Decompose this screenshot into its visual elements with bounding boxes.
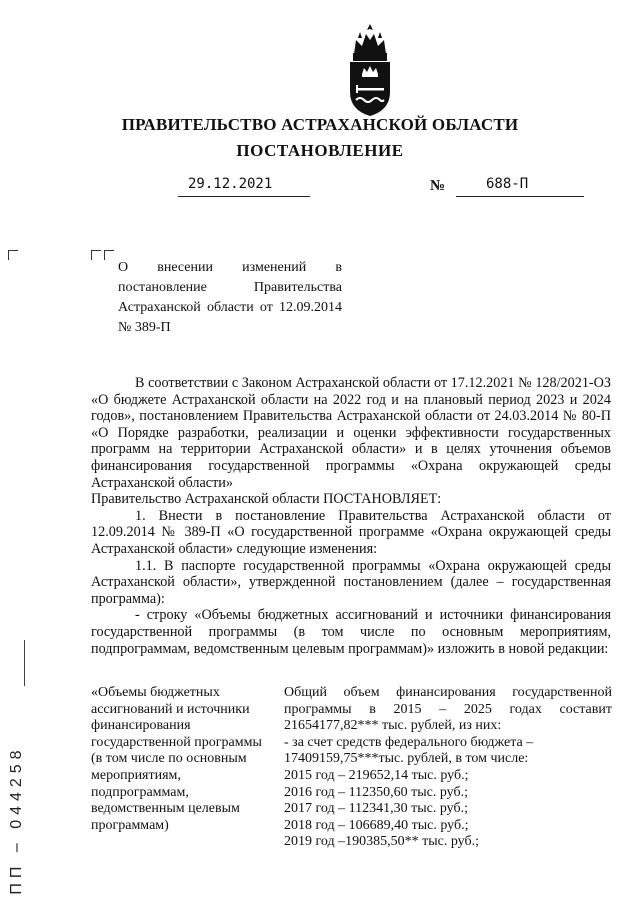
serial-number: ПП – 044258 (8, 745, 25, 895)
body-paragraph: В соответствии с Законом Астраханской области от 17.12.2021 № 128/2021-ОЗ «О бюджете Астраханской области на 2022 год и на плановый период 2023 и 2024 годов», постановлением Правительства Астраханской области от 24.03.2014 № 80-П «О Порядке разработки, реализации и оценки эффективности государственных программ на территории Астраханской области» и в целях уточнения объемов финансирования государственной программы «Охрана окружающей среды Астраханской области» (91, 375, 611, 491)
corner-mark-subject-1 (91, 250, 101, 260)
margin-mark (24, 640, 25, 686)
corner-mark-left (8, 250, 18, 260)
table-left-cell: «Объемы бюджетных ассигнований и источники финансирования государственной программы (в том числе по основным мероприятиям, подпрограммам, ведомственным целевым программам) (91, 685, 262, 833)
table-year-row: 2019 год –190385,50** тыс. руб.; (284, 834, 479, 850)
body-paragraph: 1. Внести в постановление Правительства Астраханской области от 12.09.2014 № 389-П «О государственной программе «Охрана окружающей среды Астраханской области» следующие изменения: (91, 507, 611, 557)
document-number: 688-П (486, 176, 529, 192)
document-subject: О внесении изменений в постановление Правительства Астраханской области от 12.09.2014 № 389-П (118, 260, 342, 335)
doc-type: ПОСТАНОВЛЕНИЕ (236, 141, 404, 160)
document-date: 29.12.2021 (188, 176, 273, 192)
table-right-federal: - за счет средств федерального бюджета – 17409159,75***тыс. рублей, в том числе: (284, 734, 534, 767)
table-right-cell (284, 685, 612, 851)
org-name: ПРАВИТЕЛЬСТВО АСТРАХАНСКОЙ ОБЛАСТИ (121, 115, 519, 134)
body-paragraph: 1.1. В паспорте государственной программы «Охрана окружающей среды Астраханской области», утвержденной постановлением (далее – государственная программа): (91, 557, 611, 607)
document-body (91, 375, 611, 657)
serial-stamp (2, 740, 32, 900)
coat-of-arms-icon (340, 22, 400, 118)
date-underline (178, 196, 310, 197)
corner-mark-subject-2 (104, 250, 114, 260)
number-underline (456, 196, 584, 197)
body-paragraph: Правительство Астраханской области ПОСТАНОВЛЯЕТ: (91, 491, 442, 508)
table-year-row: 2016 год – 112350,60 тыс. руб.; (284, 784, 468, 800)
number-sign: № (430, 178, 446, 194)
body-paragraph: - строку «Объемы бюджетных ассигнований и источники финансирования государственной программы (в том числе по основным мероприятиям, подпрограммам, ведомственным целевым программам)» изложить в новой редакции: (91, 607, 611, 657)
table-year-row: 2018 год – 106689,40 тыс. руб.; (284, 817, 469, 833)
table-year-row: 2015 год – 219652,14 тыс. руб.; (284, 767, 469, 783)
table-right-intro: Общий объем финансирования государственной программы в 2015 – 2025 годах составит 21654177,82*** тыс. рублей, из них: (284, 685, 612, 734)
table-year-row: 2017 год – 112341,30 тыс. руб.; (284, 801, 468, 817)
